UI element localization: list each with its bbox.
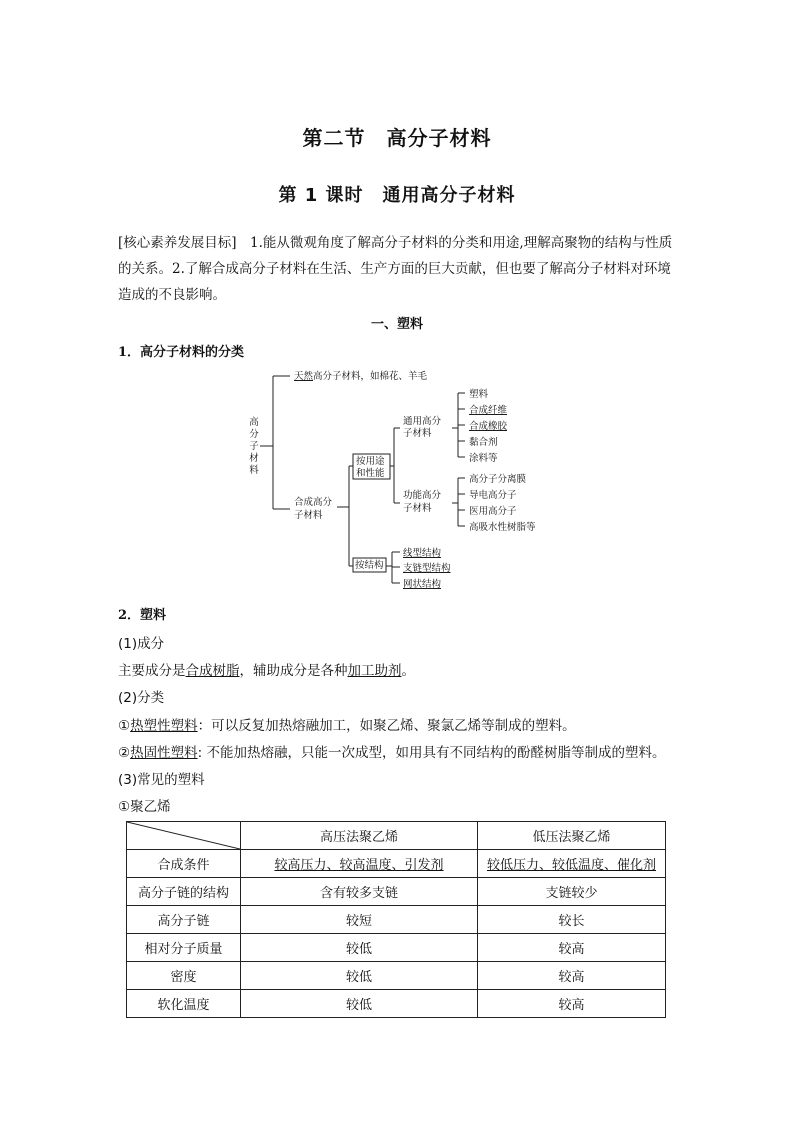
by-use-label-2: 和性能 (356, 468, 385, 479)
table-row (127, 934, 666, 962)
plastics-heading: 2．塑料 (118, 608, 167, 623)
row-label: 合成条件 (127, 850, 241, 878)
natural-node (294, 370, 428, 382)
table-row (127, 878, 666, 906)
low-pressure-cell: 支链较少 (478, 878, 666, 906)
composition-text (118, 659, 415, 679)
general-item: 合成橡胶 (469, 421, 508, 432)
thermoset-num: ② (118, 745, 131, 761)
row-label: 密度 (127, 962, 241, 990)
low-pressure-cell: 较高 (478, 962, 666, 990)
thermoplastic-num: ① (118, 718, 131, 734)
high-pressure-cell: 含有较多支链 (241, 878, 478, 906)
thermoplastic-text (118, 714, 576, 734)
high-pressure-cell: 较低 (241, 990, 478, 1018)
lesson-title: 第 1 课时 通用高分子材料 (278, 185, 516, 206)
table-row (127, 906, 666, 934)
low-pressure-cell: 较低压力、较低温度、催化剂 (478, 850, 666, 878)
common-plastics-heading: (3)常见的塑料 (118, 772, 205, 788)
thermoset-text (118, 741, 665, 761)
goals-tag: [核心素养发展目标] (118, 235, 237, 251)
classification-heading: 1．高分子材料的分类 (118, 345, 245, 360)
row-label: 相对分子质量 (127, 934, 241, 962)
by-use-label-1: 按用途 (356, 456, 385, 467)
general-item: 塑料 (469, 389, 489, 400)
table-header: 低压法聚乙烯 (478, 822, 666, 850)
functional-label-1: 功能高分 (403, 490, 442, 501)
root-char-4: 材 (249, 453, 259, 464)
general-label-2: 子材料 (403, 428, 432, 439)
low-pressure-cell: 较高 (478, 990, 666, 1018)
table-row (127, 962, 666, 990)
composition-heading: (1)成分 (118, 636, 165, 652)
high-pressure-cell: 较低 (241, 962, 478, 990)
table-header-row (127, 822, 666, 850)
structure-item: 网状结构 (403, 579, 442, 590)
functional-item: 高分子分离膜 (469, 474, 527, 485)
thermoplastic-term: 热塑性塑料 (130, 718, 198, 734)
table-header: 高压法聚乙烯 (241, 822, 478, 850)
table-row (127, 990, 666, 1018)
by-structure-label: 按结构 (355, 560, 384, 571)
synthetic-label-2: 子材料 (294, 510, 323, 521)
functional-item: 医用高分子 (469, 506, 517, 517)
low-pressure-cell: 较高 (478, 934, 666, 962)
synthetic-label-1: 合成高分 (294, 497, 333, 508)
thermoset-term: 热固性塑料 (130, 745, 198, 761)
types-heading: (2)分类 (118, 690, 165, 706)
polyethylene-heading: ①聚乙烯 (118, 799, 171, 815)
general-item: 涂料等 (469, 453, 498, 464)
row-label: 软化温度 (127, 990, 241, 1018)
root-char-2: 分 (249, 429, 259, 440)
composition-pre: 主要成分是 (118, 663, 186, 679)
functional-item: 高吸水性树脂等 (469, 522, 536, 533)
polyethylene-table (126, 821, 666, 1018)
low-pressure-cell: 较长 (478, 906, 666, 934)
goals-text: 1.能从微观角度了解高分子材料的分类和用途,理解高聚物的结构与性质的关系。2.了解合成高分子材料在生活、生产方面的巨大贡献，但也要了解高分子材料对环境造成的不良影响。 (118, 235, 673, 303)
structure-item: 线型结构 (403, 548, 442, 559)
composition-aux: 加工助剂 (347, 663, 402, 679)
natural-rest: 高分子材料，如棉花、羊毛 (313, 371, 428, 382)
high-pressure-cell: 较低 (241, 934, 478, 962)
functional-label-2: 子材料 (403, 503, 432, 514)
part-heading: 一、塑料 (370, 317, 423, 332)
thermoset-desc: : 不能加热熔融，只能一次成型，如用具有不同结构的酚醛树脂等制成的塑料。 (197, 745, 666, 761)
root-char-3: 子 (249, 441, 259, 452)
composition-main: 合成树脂 (185, 663, 240, 679)
functional-item: 导电高分子 (469, 490, 517, 501)
thermoplastic-desc: ：可以反复加热熔融加工，如聚乙烯、聚氯乙烯等制成的塑料。 (197, 718, 576, 734)
high-pressure-cell: 较短 (241, 906, 478, 934)
root-char-1: 高 (249, 417, 259, 428)
natural-label: 天然 (294, 371, 314, 382)
general-item: 合成纤维 (469, 405, 508, 416)
structure-item: 支链型结构 (403, 563, 451, 574)
row-label: 高分子链 (127, 906, 241, 934)
diagonal-line (127, 822, 240, 849)
table-corner-cell (127, 822, 241, 850)
composition-end: 。 (401, 663, 415, 679)
row-label: 高分子链的结构 (127, 878, 241, 906)
general-item: 黏合剂 (469, 437, 498, 448)
root-char-5: 料 (249, 465, 259, 476)
section-title: 第二节 高分子材料 (302, 126, 492, 150)
composition-mid: ，辅助成分是各种 (239, 663, 348, 679)
table-row (127, 850, 666, 878)
general-label-1: 通用高分 (403, 416, 442, 427)
high-pressure-cell: 较高压力、较高温度、引发剂 (241, 850, 478, 878)
